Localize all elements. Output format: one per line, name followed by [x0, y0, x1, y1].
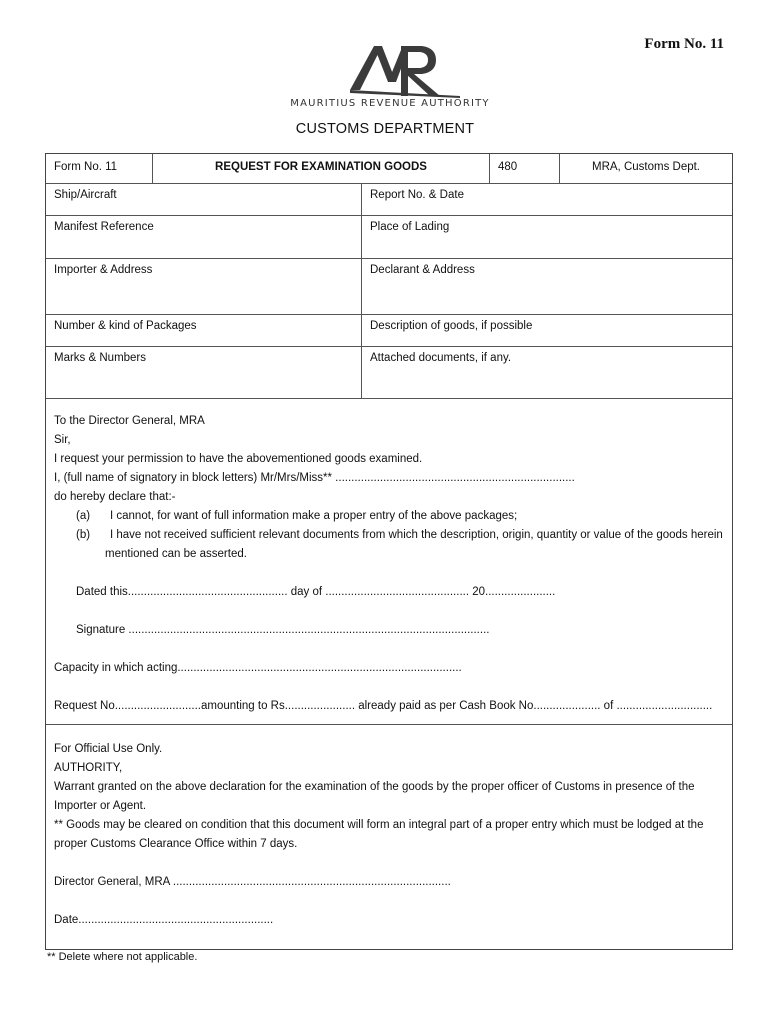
header-code: 480 — [489, 154, 559, 183]
request-permission: I request your permission to have the abovementioned goods examined. — [54, 453, 423, 465]
row-ship-report — [46, 183, 732, 216]
official-warrant-cont: Importer or Agent. — [54, 800, 147, 812]
mra-logo — [290, 38, 490, 110]
attached-documents-field[interactable]: Attached documents, if any. — [361, 346, 732, 398]
official-date-line[interactable]: Date............................................................. — [54, 914, 274, 926]
request-section — [46, 398, 732, 725]
item-a-label: (a) — [76, 510, 91, 522]
manifest-reference-field[interactable]: Manifest Reference — [54, 221, 154, 233]
department-title: CUSTOMS DEPARTMENT — [295, 121, 475, 137]
item-b-label: (b) — [76, 529, 91, 541]
declaration-item-a — [54, 507, 726, 526]
official-warrant: Warrant granted on the above declaration for the examination of the goods by the proper officer of Customs in presence of the — [54, 781, 695, 793]
capacity-line[interactable]: Capacity in which acting......................................................................................... — [54, 662, 462, 674]
item-b-text-cont: mentioned can be asserted. — [105, 548, 247, 560]
declaration-item-b — [54, 526, 726, 545]
row-marks-attached — [46, 346, 732, 399]
official-note-cont: proper Customs Clearance Office within 7 days. — [54, 838, 298, 850]
marks-numbers-field[interactable]: Marks & Numbers — [54, 352, 147, 364]
declarant-address-field[interactable]: Declarant & Address — [361, 258, 732, 314]
place-of-lading-field[interactable]: Place of Lading — [361, 215, 732, 258]
form-frame — [45, 153, 733, 950]
request-declare: do hereby declare that:- — [54, 491, 176, 503]
official-heading: For Official Use Only. — [54, 743, 163, 755]
official-use-section — [46, 724, 732, 949]
form-number-top: Form No. 11 — [644, 36, 724, 52]
report-no-date-field[interactable]: Report No. & Date — [361, 183, 732, 215]
row-manifest-lading — [46, 215, 732, 259]
item-a-text: I cannot, for want of full information make a proper entry of the above packages; — [110, 510, 518, 522]
logo-text: MAURITIUS REVENUE AUTHORITY — [290, 98, 490, 109]
number-kind-packages-field[interactable]: Number & kind of Packages — [54, 320, 197, 332]
official-note: ** Goods may be cleared on condition that this document will form an integral part of a proper entry which must be lodged at the — [54, 819, 704, 831]
row-importer-declarant — [46, 258, 732, 315]
ship-aircraft-field[interactable]: Ship/Aircraft — [54, 189, 117, 201]
official-authority: AUTHORITY, — [54, 762, 123, 774]
request-sir: Sir, — [54, 434, 71, 446]
dated-line[interactable]: Dated this.................................................. day of ............................................. 20...................... — [76, 586, 556, 598]
description-goods-field[interactable]: Description of goods, if possible — [361, 314, 732, 346]
header-issuer: MRA, Customs Dept. — [559, 154, 732, 183]
form-header-row — [46, 154, 732, 184]
request-no-line[interactable]: Request No...........................amounting to Rs...................... already paid as per Cash Book No..................... of .............................. — [54, 700, 713, 712]
row-packages-description — [46, 314, 732, 347]
header-title: REQUEST FOR EXAMINATION GOODS — [152, 154, 489, 183]
request-to: To the Director General, MRA — [54, 415, 205, 427]
director-general-line[interactable]: Director General, MRA ....................................................................................... — [54, 876, 451, 888]
importer-address-field[interactable]: Importer & Address — [54, 264, 153, 276]
item-b-text: I have not received sufficient relevant documents from which the description, origin, quantity or value of the goods herein — [110, 529, 723, 541]
header-form-no: Form No. 11 — [54, 161, 118, 173]
request-signatory[interactable]: I, (full name of signatory in block letters) Mr/Mrs/Miss** ........................................................................... — [54, 472, 575, 484]
footnote: ** Delete where not applicable. — [47, 951, 198, 963]
signature-line[interactable]: Signature ................................................................................................................. — [76, 624, 490, 636]
